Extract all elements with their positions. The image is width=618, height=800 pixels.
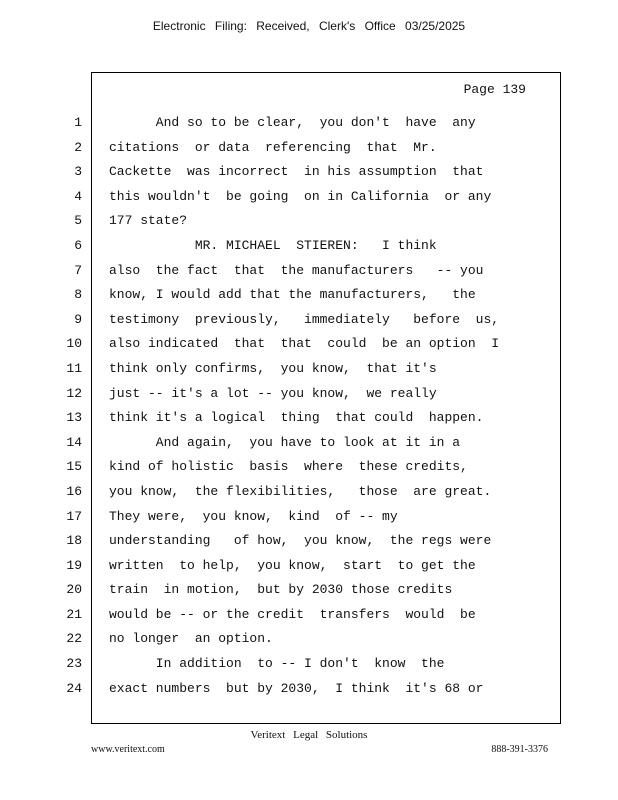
- footer-company: Veritext Legal Solutions: [250, 729, 368, 741]
- transcript-line: just -- it's a lot -- you know, we really: [109, 385, 437, 401]
- line-number: 7: [74, 262, 82, 278]
- transcript-line: would be -- or the credit transfers would be: [109, 606, 476, 622]
- transcript-line: kind of holistic basis where these credits,: [109, 459, 468, 475]
- line-number: 5: [74, 213, 82, 229]
- line-number: 14: [66, 434, 82, 450]
- transcript-line: written to help, you know, start to get the: [109, 557, 476, 573]
- line-number: 23: [66, 656, 82, 672]
- transcript-line: testimony previously, immediately before us,: [109, 311, 500, 327]
- filing-stamp-header: Electronic Filing: Received, Clerk's Office 03/25/2025: [152, 19, 466, 33]
- line-number: 18: [66, 533, 82, 549]
- transcript-line: citations or data referencing that Mr.: [109, 139, 437, 155]
- transcript-line: think it's a logical thing that could happen.: [109, 410, 484, 426]
- line-number: 19: [66, 557, 82, 573]
- transcript-line: think only confirms, you know, that it's: [109, 360, 437, 376]
- line-number: 8: [74, 287, 82, 303]
- transcript-line: also the fact that the manufacturers -- you: [109, 262, 484, 278]
- footer-phone: 888-391-3376: [491, 744, 548, 755]
- line-number: 6: [74, 237, 82, 253]
- line-number: 10: [66, 336, 82, 352]
- transcript-line: train in motion, but by 2030 those credits: [109, 582, 453, 598]
- transcript-line: 177 state?: [109, 213, 188, 229]
- line-number: 2: [74, 139, 82, 155]
- transcript-line: exact numbers but by 2030, I think it's 68 or: [109, 680, 484, 696]
- line-number: 24: [66, 680, 82, 696]
- line-number: 16: [66, 483, 82, 499]
- transcript-line: Cackette was incorrect in his assumption that: [109, 164, 484, 180]
- line-number: 13: [66, 410, 82, 426]
- transcript-line: MR. MICHAEL STIEREN: I think: [109, 237, 437, 253]
- line-number-column: [60, 111, 82, 701]
- transcript-line: know, I would add that the manufacturers, the: [109, 287, 476, 303]
- transcript-line: understanding of how, you know, the regs were: [109, 533, 492, 549]
- page-number: Page 139: [463, 82, 526, 97]
- line-number: 9: [74, 311, 82, 327]
- line-number: 3: [74, 164, 82, 180]
- line-number: 11: [66, 360, 82, 376]
- footer-website: www.veritext.com: [91, 744, 165, 755]
- transcript-line: And again, you have to look at it in a: [109, 434, 461, 450]
- transcript-text: [109, 111, 539, 701]
- transcript-line: They were, you know, kind of -- my: [109, 508, 398, 524]
- line-number: 21: [66, 606, 82, 622]
- transcript-line: In addition to -- I don't know the: [109, 656, 445, 672]
- transcript-line: you know, the flexibilities, those are great.: [109, 483, 492, 499]
- line-number: 4: [74, 188, 82, 204]
- line-number: 20: [66, 582, 82, 598]
- line-number: 17: [66, 508, 82, 524]
- line-number: 22: [66, 631, 82, 647]
- line-number: 15: [66, 459, 82, 475]
- transcript-line: And so to be clear, you don't have any: [109, 115, 476, 130]
- transcript-line: also indicated that that could be an option I: [109, 336, 500, 352]
- transcript-line: no longer an option.: [109, 631, 273, 647]
- transcript-line: this wouldn't be going on in California or any: [109, 188, 492, 204]
- line-number: 1: [74, 115, 82, 130]
- line-number: 12: [66, 385, 82, 401]
